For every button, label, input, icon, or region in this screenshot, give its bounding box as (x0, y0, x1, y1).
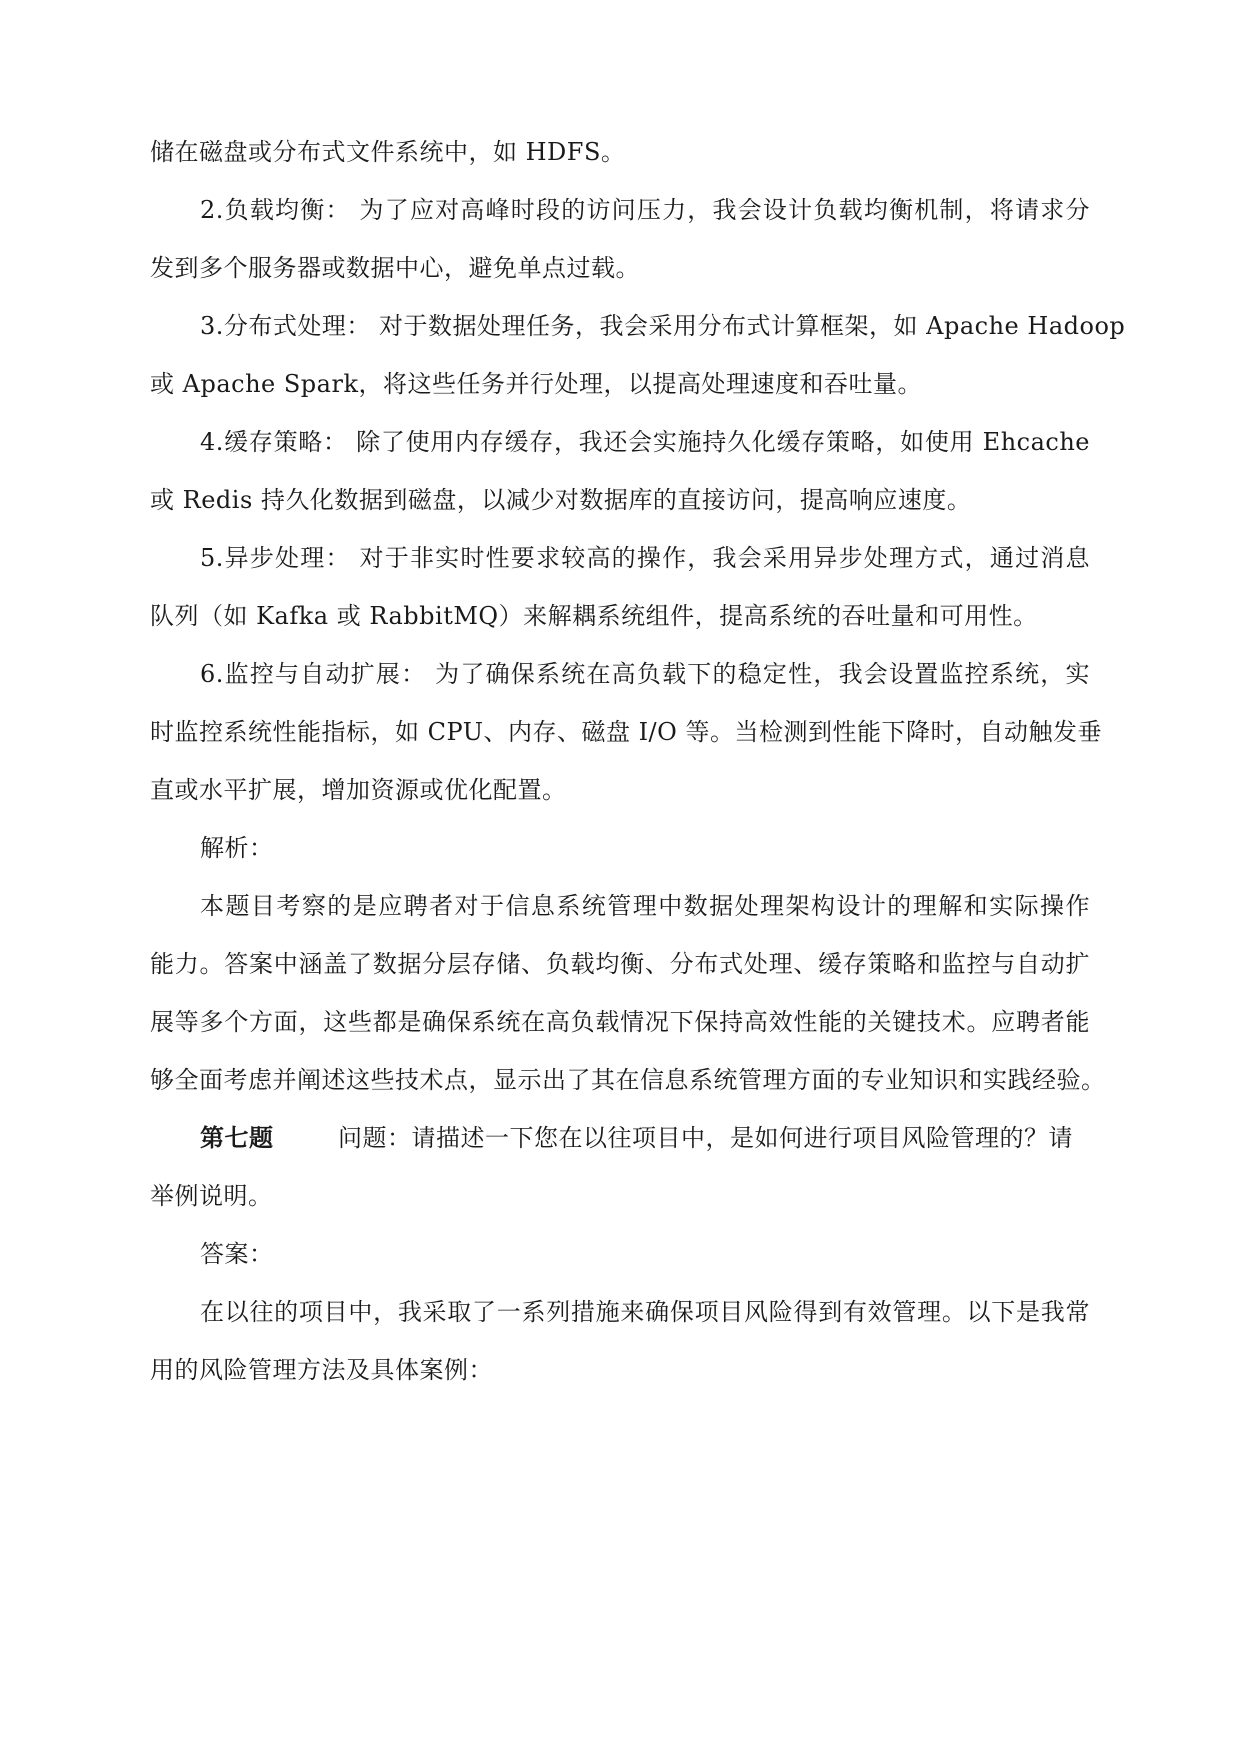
paragraph-line: 或 Redis 持久化数据到磁盘，以减少对数据库的直接访问，提高响应速度。 (150, 486, 972, 514)
paragraph-line: 够全面考虑并阐述这些技术点，显示出了其在信息系统管理方面的专业知识和实践经验。 (150, 1066, 1106, 1094)
answer-heading: 答案： (200, 1240, 274, 1268)
paragraph-line: 能力。答案中涵盖了数据分层存储、负载均衡、分布式处理、缓存策略和监控与自动扩 (150, 950, 1090, 978)
paragraph-line: 在以往的项目中，我采取了一系列措施来确保项目风险得到有效管理。以下是我常 (200, 1298, 1090, 1326)
analysis-heading: 解析： (200, 834, 274, 862)
question-line (200, 1123, 1090, 1153)
paragraph-line: 展等多个方面，这些都是确保系统在高负载情况下保持高效性能的关键技术。应聘者能 (150, 1008, 1090, 1036)
paragraph-line: 时监控系统性能指标，如 CPU、内存、磁盘 I/O 等。当检测到性能下降时，自动触发垂 (150, 718, 1102, 746)
question-text: 问题：请描述一下您在以往项目中，是如何进行项目风险管理的？请 (338, 1124, 1073, 1152)
paragraph-line: 直或水平扩展，增加资源或优化配置。 (150, 776, 567, 804)
paragraph-line: 4.缓存策略： 除了使用内存缓存，我还会实施持久化缓存策略，如使用 Ehcache (200, 428, 1090, 456)
paragraph-line: 5.异步处理： 对于非实时性要求较高的操作，我会采用异步处理方式，通过消息 (200, 544, 1090, 572)
paragraph-line: 或 Apache Spark，将这些任务并行处理，以提高处理速度和吞吐量。 (150, 370, 922, 398)
paragraph-line: 发到多个服务器或数据中心，避免单点过载。 (150, 254, 640, 282)
paragraph-line: 队列（如 Kafka 或 RabbitMQ）来解耦系统组件，提高系统的吞吐量和可用性。 (150, 602, 1038, 630)
paragraph-line: 举例说明。 (150, 1182, 273, 1210)
paragraph-line: 储在磁盘或分布式文件系统中，如 HDFS。 (150, 138, 626, 166)
paragraph-line: 本题目考察的是应聘者对于信息系统管理中数据处理架构设计的理解和实际操作 (200, 892, 1090, 920)
paragraph-line: 2.负载均衡： 为了应对高峰时段的访问压力，我会设计负载均衡机制，将请求分 (200, 196, 1090, 224)
question-number: 第七题 (200, 1124, 274, 1152)
paragraph-line: 3.分布式处理： 对于数据处理任务，我会采用分布式计算框架，如 Apache Hadoop (200, 312, 1126, 340)
paragraph-line: 用的风险管理方法及具体案例： (150, 1356, 493, 1384)
paragraph-line: 6.监控与自动扩展： 为了确保系统在高负载下的稳定性，我会设置监控系统，实 (200, 660, 1090, 688)
